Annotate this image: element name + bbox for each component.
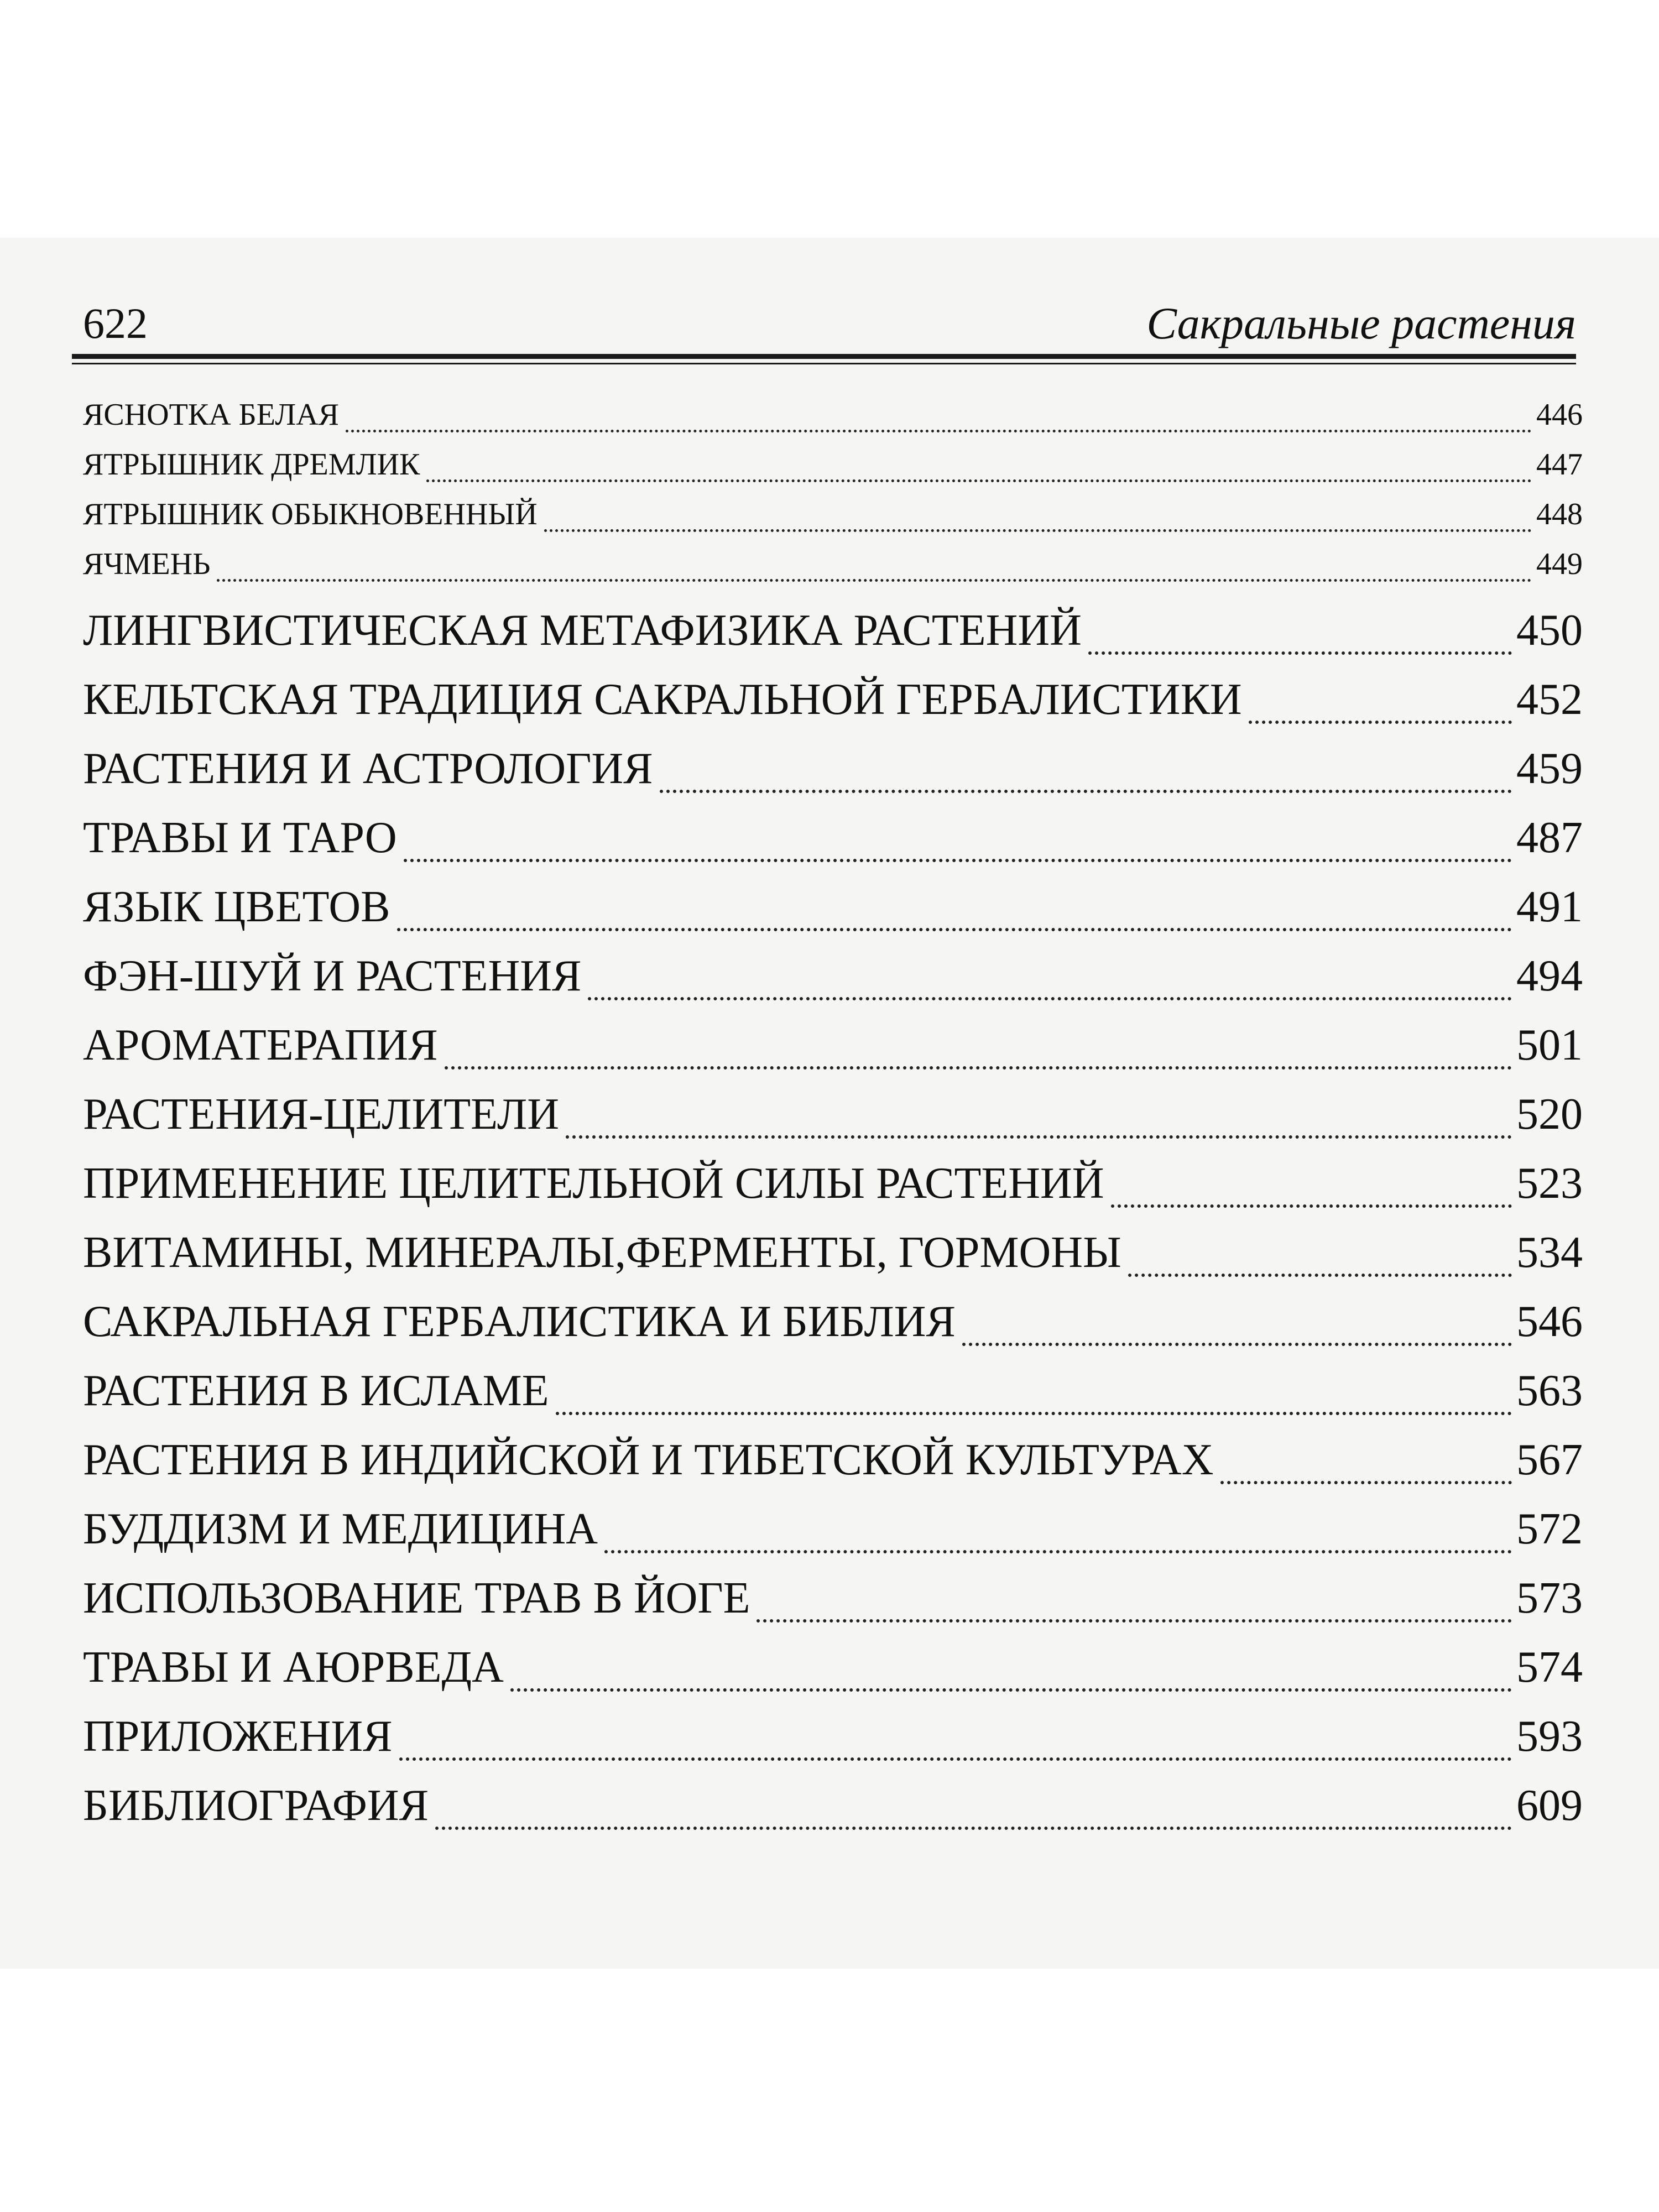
dot-leader	[217, 579, 1532, 582]
toc-section-page: 572	[1516, 1505, 1583, 1553]
toc-section-page: 567	[1516, 1436, 1583, 1484]
header-rule-thick	[72, 354, 1576, 359]
toc-section	[83, 1565, 1583, 1631]
toc-section-title: БИБЛИОГРАФИЯ	[83, 1781, 429, 1830]
toc-section	[83, 943, 1583, 1009]
toc-entry-title: ЯТРЫШНИК ОБЫКНОВЕННЫЙ	[83, 497, 538, 531]
dot-leader	[445, 1066, 1512, 1070]
toc-section-page: 546	[1516, 1297, 1583, 1346]
toc-section-page: 520	[1516, 1090, 1583, 1139]
toc-section-title: КЕЛЬТСКАЯ ТРАДИЦИЯ САКРАЛЬНОЙ ГЕРБАЛИСТИКИ	[83, 675, 1242, 724]
toc-section-page: 494	[1516, 952, 1583, 1000]
toc-section-page: 523	[1516, 1159, 1583, 1208]
toc-section	[83, 1772, 1583, 1839]
dot-leader	[510, 1688, 1512, 1692]
toc-section	[83, 666, 1583, 733]
toc-section-title: ФЭН-ШУЙ И РАСТЕНИЯ	[83, 952, 582, 1000]
dot-leader	[346, 430, 1532, 432]
toc-section	[83, 1288, 1583, 1355]
dot-leader	[604, 1550, 1512, 1553]
dot-leader	[556, 1412, 1512, 1415]
dot-leader	[1111, 1204, 1512, 1208]
dot-leader	[566, 1135, 1512, 1139]
dot-leader	[544, 529, 1532, 532]
dot-leader	[397, 928, 1512, 931]
toc-section	[83, 735, 1583, 802]
toc-section-title: ТРАВЫ И АЮРВЕДА	[83, 1643, 504, 1692]
toc-section-page: 491	[1516, 883, 1583, 931]
dot-leader	[660, 790, 1512, 793]
toc-section	[83, 805, 1583, 871]
toc-section-page: 452	[1516, 675, 1583, 724]
toc-section-page: 593	[1516, 1712, 1583, 1761]
toc-entry-title: ЯЧМЕНЬ	[83, 547, 211, 581]
toc-section-title: САКРАЛЬНАЯ ГЕРБАЛИСТИКА И БИБЛИЯ	[83, 1297, 956, 1346]
toc-section-title: ЛИНГВИСТИЧЕСКАЯ МЕТАФИЗИКА РАСТЕНИЙ	[83, 606, 1082, 655]
dot-leader	[435, 1827, 1512, 1830]
toc-section-title: АРОМАТЕРАПИЯ	[83, 1021, 438, 1070]
toc-section-title: ТРАВЫ И ТАРО	[83, 813, 397, 862]
toc-entry	[83, 536, 1583, 592]
toc-section-page: 573	[1516, 1574, 1583, 1623]
page-number: 622	[83, 299, 148, 347]
header-rule-thin	[72, 363, 1576, 364]
dot-leader	[757, 1619, 1512, 1623]
toc-entry-title: ЯТРЫШНИК ДРЕМЛИК	[83, 447, 420, 482]
toc-section-title: ПРИМЕНЕНИЕ ЦЕЛИТЕЛЬНОЙ СИЛЫ РАСТЕНИЙ	[83, 1159, 1104, 1208]
toc-section-page: 534	[1516, 1228, 1583, 1277]
toc-section-title: РАСТЕНИЯ В ИНДИЙСКОЙ И ТИБЕТСКОЙ КУЛЬТУРАХ	[83, 1436, 1214, 1484]
dot-leader	[399, 1757, 1512, 1761]
toc-section	[83, 1012, 1583, 1078]
dot-leader	[1128, 1274, 1512, 1277]
toc-section	[83, 1358, 1583, 1424]
toc-section	[83, 1150, 1583, 1217]
toc-section-page: 574	[1516, 1643, 1583, 1692]
toc-section-title: ПРИЛОЖЕНИЯ	[83, 1712, 393, 1761]
toc-section-page: 609	[1516, 1781, 1583, 1830]
toc-section-title: ВИТАМИНЫ, МИНЕРАЛЫ,ФЕРМЕНТЫ, ГОРМОНЫ	[83, 1228, 1121, 1277]
toc-section-title: БУДДИЗМ И МЕДИЦИНА	[83, 1505, 598, 1553]
toc-section-title: ЯЗЫК ЦВЕТОВ	[83, 883, 390, 931]
toc-section-page: 563	[1516, 1366, 1583, 1415]
dot-leader	[404, 859, 1512, 862]
toc-section-title: РАСТЕНИЯ-ЦЕЛИТЕЛИ	[83, 1090, 560, 1139]
running-title: Сакральные растения	[1146, 298, 1576, 348]
toc-entry-page: 448	[1536, 497, 1583, 531]
toc-section-page: 501	[1516, 1021, 1583, 1070]
toc-section	[83, 597, 1583, 664]
dot-leader	[1249, 721, 1512, 724]
toc-section-page: 487	[1516, 813, 1583, 862]
toc-section	[83, 874, 1583, 940]
toc-entry-page: 447	[1536, 447, 1583, 482]
dot-leader	[1220, 1481, 1512, 1484]
toc-section	[83, 1496, 1583, 1562]
toc-section-title: РАСТЕНИЯ И АСТРОЛОГИЯ	[83, 744, 653, 793]
toc-section-title: РАСТЕНИЯ В ИСЛАМЕ	[83, 1366, 549, 1415]
toc-section-page: 450	[1516, 606, 1583, 655]
page-header	[83, 288, 1576, 348]
table-of-contents	[83, 387, 1583, 1880]
toc-section-title: ИСПОЛЬЗОВАНИЕ ТРАВ В ЙОГЕ	[83, 1574, 750, 1623]
toc-entry-page: 449	[1536, 547, 1583, 581]
toc-section	[83, 1634, 1583, 1700]
toc-section	[83, 1081, 1583, 1147]
dot-leader	[426, 479, 1532, 482]
toc-section	[83, 1427, 1583, 1493]
toc-entry-title: ЯСНОТКА БЕЛАЯ	[83, 398, 339, 432]
toc-section	[83, 1219, 1583, 1286]
toc-entry	[83, 437, 1583, 492]
toc-entry	[83, 387, 1583, 442]
toc-entry-page: 446	[1536, 398, 1583, 432]
dot-leader	[962, 1343, 1512, 1346]
dot-leader	[588, 997, 1512, 1000]
toc-section	[83, 1703, 1583, 1770]
toc-entry	[83, 487, 1583, 542]
dot-leader	[1088, 651, 1512, 655]
toc-section-page: 459	[1516, 744, 1583, 793]
